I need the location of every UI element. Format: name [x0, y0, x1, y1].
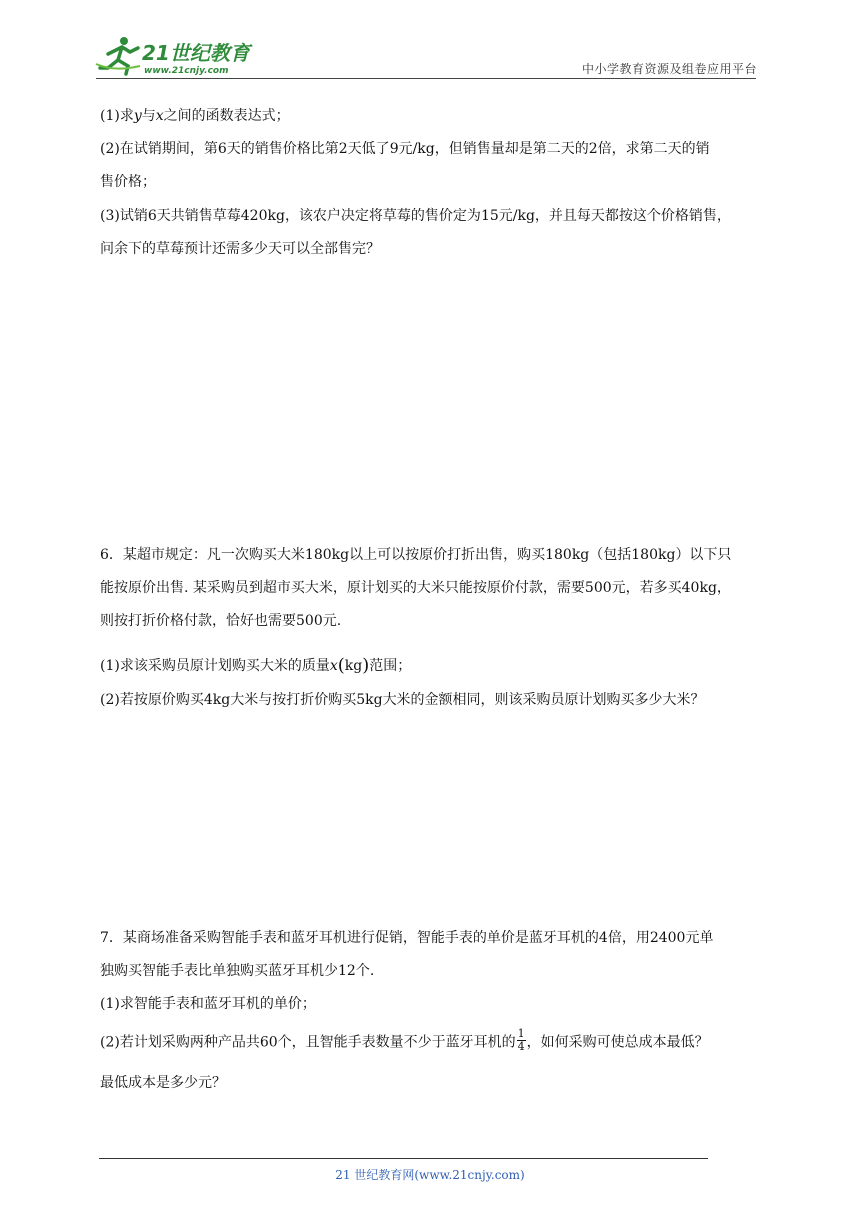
- svg-text:21世纪教育: 21世纪教育: [142, 41, 250, 65]
- q5-part1: (1)求y与x之间的函数表达式；: [100, 108, 290, 124]
- page-header: [0, 0, 860, 82]
- q6-stem-line2: 能按原价出售. 某采购员到超市买大米，原计划买的大米只能按原价付款，需要500元，若多买40kg，: [100, 580, 731, 596]
- 21cnjy-logo: [94, 34, 264, 78]
- header-divider: [96, 78, 756, 79]
- footer-link[interactable]: 21 世纪教育网(www.21cnjy.com): [335, 1168, 525, 1182]
- q7-stem-line1: 7．某商场准备采购智能手表和蓝牙耳机进行促销，智能手表的单价是蓝牙耳机的4倍，用2400元单: [100, 930, 714, 946]
- platform-name: 中小学教育资源及组卷应用平台: [581, 62, 757, 76]
- q6-part1: (1)求该采购员原计划购买大米的质量x(kg)范围；: [100, 655, 412, 676]
- q7-part2-line2: 最低成本是多少元？: [100, 1075, 226, 1091]
- q5-part3-line1: (3)试销6天共销售草莓420kg，该农户决定将草莓的售价定为15元/kg，并且每天都按这个价格销售，: [100, 208, 731, 224]
- q7-stem-line2: 独购买智能手表比单独购买蓝牙耳机少12个.: [100, 963, 375, 979]
- runner-icon: [96, 37, 140, 74]
- footer-divider: [99, 1158, 708, 1159]
- svg-text:www.21cnjy.com: www.21cnjy.com: [144, 66, 229, 76]
- q6-stem-line3: 则按打折价格付款，恰好也需要500元.: [100, 613, 342, 629]
- q7-part1: (1)求智能手表和蓝牙耳机的单价；: [100, 996, 316, 1012]
- q5-part3-line2: 问余下的草莓预计还需多少天可以全部售完？: [100, 241, 380, 257]
- q7-part2-line1: (2)若计划采购两种产品共60个，且智能手表数量不少于蓝牙耳机的 $\frac{1}{4}$ ，如何采购可使总成本最低？: [100, 1027, 709, 1053]
- q6-stem-line1: 6．某超市规定：凡一次购买大米180kg以上可以按原价打折出售，购买180kg（包括180kg）以下只: [100, 547, 732, 563]
- q5-part2-line2: 售价格；: [100, 174, 156, 190]
- fraction-one-quarter: $\frac{1}{4}$: [517, 1027, 525, 1053]
- q5-part2-line1: (2)在试销期间，第6天的销售价格比第2天低了9元/kg，但销售量却是第二天的2倍，求第二天的销: [100, 141, 710, 157]
- q6-part2: (2)若按原价购买4kg大米与按打折价购买5kg大米的金额相同，则该采购员原计划购买多少大米？: [100, 692, 705, 708]
